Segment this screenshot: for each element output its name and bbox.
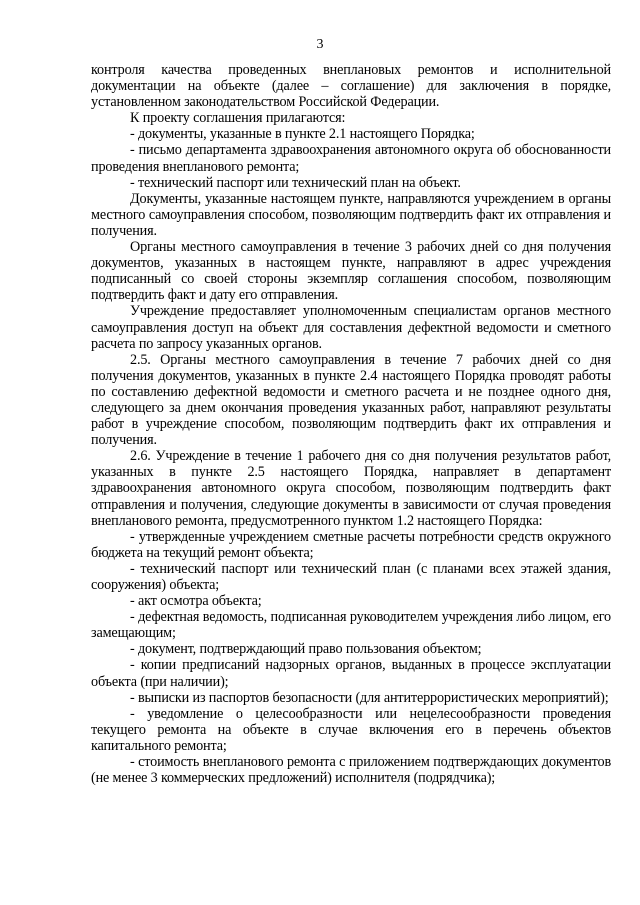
list-item: - письмо департамента здравоохранения автономного округа об обоснованности проведения внепланового ремонта; [91, 142, 611, 175]
list-item: - документ, подтверждающий право пользования объектом; [130, 641, 482, 658]
list-item: - технический паспорт или технический план на объект. [130, 174, 461, 191]
paragraph: Органы местного самоуправления в течение 3 рабочих дней со дня получения документов, указанных в настоящем пункте, направляют в адрес учреждения подписанный со своей стороны экземпляр соглашения способом, позволяющим подтвердить факт и дату его отправления. [91, 239, 611, 304]
document-body [91, 62, 611, 786]
paragraph: Документы, указанные настоящем пункте, направляются учреждением в органы местного самоуправления способом, позволяющим подтвердить факт их отправления и получения. [91, 190, 611, 239]
list-item: - документы, указанные в пункте 2.1 настоящего Порядка; [130, 126, 475, 143]
list-item: - акт осмотра объекта; [130, 593, 262, 610]
paragraph: К проекту соглашения прилагаются: [130, 110, 346, 127]
list-item: - технический паспорт или технический план (с планами всех этажей здания, сооружения) объекта; [91, 560, 611, 593]
list-item: - утвержденные учреждением сметные расчеты потребности средств окружного бюджета на текущий ремонт объекта; [91, 528, 611, 561]
list-item: - уведомление о целесообразности или нецелесообразности проведения текущего ремонта на объекте в случае включения его в перечень объектов капитального ремонта; [91, 705, 611, 754]
paragraph: 2.5. Органы местного самоуправления в течение 7 рабочих дней со дня получения документов, указанных в пункте 2.4 настоящего Порядка проводят работы по составлению дефектной ведомости и сметного расчета и не позднее одного дня, следующего за днем окончания проведения указанных работ, направляют результаты работ в учреждение способом, позволяющим подтвердить факт их отправления и получения. [91, 351, 611, 449]
list-item: - копии предписаний надзорных органов, выданных в процессе эксплуатации объекта (при наличии); [91, 657, 611, 690]
list-item: - дефектная ведомость, подписанная руководителем учреждения либо лицом, его замещающим; [91, 609, 611, 642]
paragraph: 2.6. Учреждение в течение 1 рабочего дня со дня получения результатов работ, указанных в пункте 2.5 настоящего Порядка, направляет в департамент здравоохранения автономного округа способом, позволяющим подтвердить факт отправления и получения, следующие документы в зависимости от случая проведения внепланового ремонта, предусмотренного пунктом 1.2 настоящего Порядка: [91, 448, 611, 529]
paragraph: контроля качества проведенных внеплановых ремонтов и исполнительной документации на объекте (далее – соглашение) для заключения в порядке, установленном законодательством Российской Федерации. [91, 62, 611, 111]
list-item: - выписки из паспортов безопасности (для антитеррористических мероприятий); [130, 689, 609, 706]
list-item: - стоимость внепланового ремонта с приложением подтверждающих документов (не менее 3 коммерческих предложений) исполнителя (подрядчика); [91, 754, 611, 787]
page-number: 3 [316, 37, 324, 52]
paragraph: Учреждение предоставляет уполномоченным специалистам органов местного самоуправления доступ на объект для составления дефектной ведомости и сметного расчета по запросу указанных органов. [91, 303, 611, 352]
